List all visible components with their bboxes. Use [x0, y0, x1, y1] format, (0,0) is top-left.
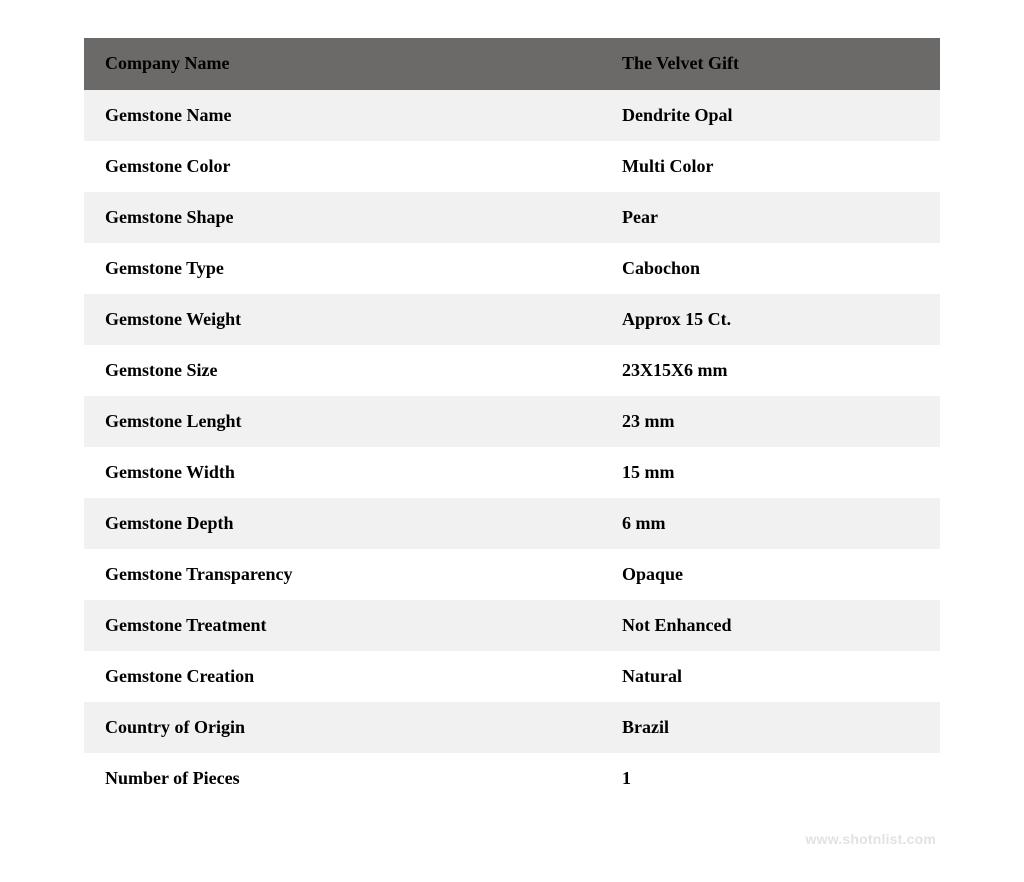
row-value: 6 mm: [602, 498, 940, 549]
row-label: Gemstone Name: [84, 90, 602, 141]
table-row: [84, 396, 940, 447]
row-label: Gemstone Size: [84, 345, 602, 396]
table-row: [84, 498, 940, 549]
table-row: [84, 294, 940, 345]
row-value: Natural: [602, 651, 940, 702]
row-value: Multi Color: [602, 141, 940, 192]
row-label: Gemstone Transparency: [84, 549, 602, 600]
row-label: Gemstone Lenght: [84, 396, 602, 447]
table-row: [84, 447, 940, 498]
row-value: 23X15X6 mm: [602, 345, 940, 396]
row-label: Gemstone Treatment: [84, 600, 602, 651]
row-value: 1: [602, 753, 940, 804]
row-label: Gemstone Shape: [84, 192, 602, 243]
row-label: Gemstone Depth: [84, 498, 602, 549]
row-label: Gemstone Width: [84, 447, 602, 498]
table-row: [84, 753, 940, 804]
table-row: [84, 600, 940, 651]
table-row: [84, 345, 940, 396]
table-row: [84, 549, 940, 600]
row-value: Approx 15 Ct.: [602, 294, 940, 345]
row-label: Gemstone Creation: [84, 651, 602, 702]
row-value: 15 mm: [602, 447, 940, 498]
table-header-row: [84, 38, 940, 90]
row-value: Not Enhanced: [602, 600, 940, 651]
table-row: [84, 651, 940, 702]
row-label: Gemstone Color: [84, 141, 602, 192]
watermark-text: www.shotnlist.com: [805, 831, 936, 847]
table-row: [84, 90, 940, 141]
row-label: Gemstone Type: [84, 243, 602, 294]
header-label-cell: Company Name: [84, 38, 602, 90]
row-label: Gemstone Weight: [84, 294, 602, 345]
row-value: Cabochon: [602, 243, 940, 294]
row-value: Pear: [602, 192, 940, 243]
table-row: [84, 141, 940, 192]
table-row: [84, 192, 940, 243]
row-label: Number of Pieces: [84, 753, 602, 804]
row-value: 23 mm: [602, 396, 940, 447]
row-value: Brazil: [602, 702, 940, 753]
table-row: [84, 243, 940, 294]
row-label: Country of Origin: [84, 702, 602, 753]
row-value: Dendrite Opal: [602, 90, 940, 141]
spec-table-body: [84, 38, 940, 804]
header-value-cell: The Velvet Gift: [602, 38, 940, 90]
table-row: [84, 702, 940, 753]
row-value: Opaque: [602, 549, 940, 600]
gemstone-spec-table: [84, 38, 940, 804]
